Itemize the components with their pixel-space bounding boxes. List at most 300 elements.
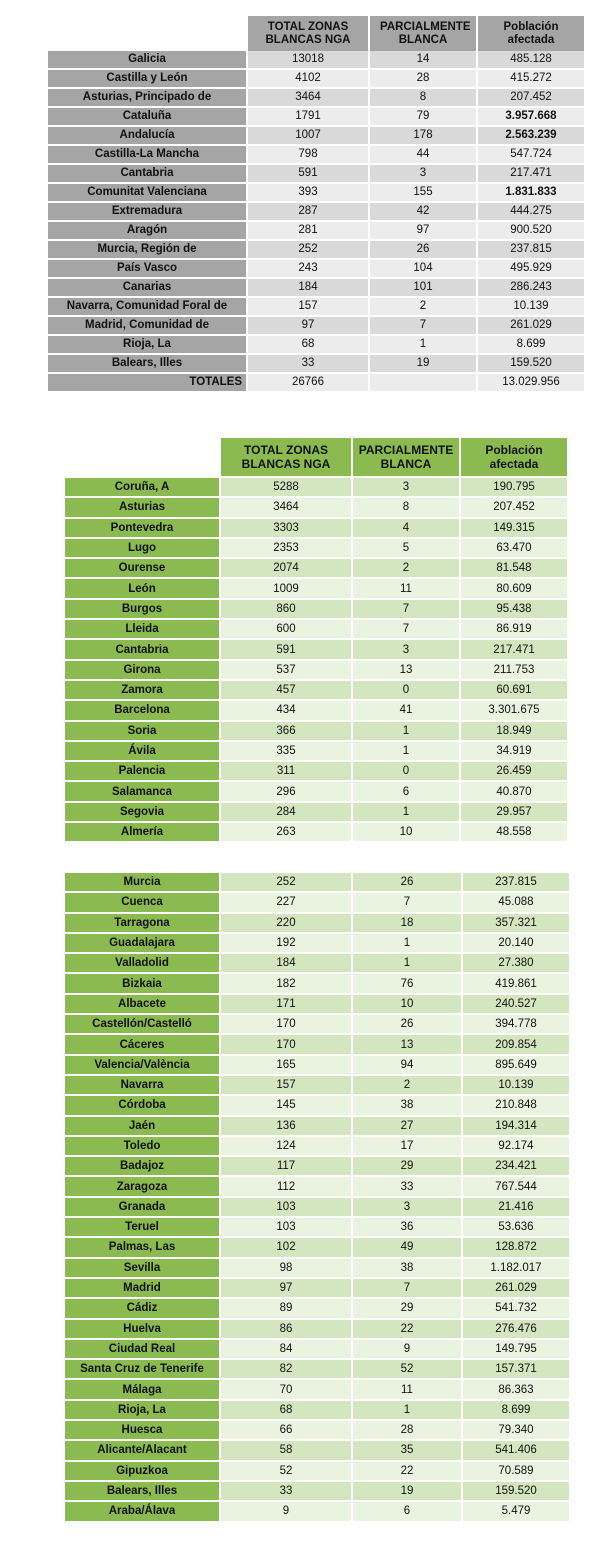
- cell-poblacion: 53.636: [463, 1218, 571, 1238]
- cell-total: 434: [221, 701, 353, 721]
- cell-total: 252: [221, 873, 353, 893]
- row-name: Albacete: [65, 995, 221, 1015]
- table-row: [48, 355, 586, 374]
- cell-total: 4102: [248, 70, 370, 89]
- row-name: Santa Cruz de Tenerife: [65, 1360, 221, 1380]
- cell-total: 157: [248, 298, 370, 317]
- cell-poblacion: 207.452: [478, 89, 586, 108]
- table-row: [65, 782, 569, 802]
- cell-total: 192: [221, 934, 353, 954]
- cell-parcial: 155: [370, 184, 478, 203]
- cell-poblacion: 237.815: [463, 873, 571, 893]
- table-row: [65, 823, 569, 843]
- cell-parcial: 38: [353, 1096, 463, 1116]
- cell-poblacion: 209.854: [463, 1035, 571, 1055]
- cell-total: 3303: [221, 519, 353, 539]
- table-row: [65, 1279, 571, 1299]
- cell-parcial: 41: [353, 701, 461, 721]
- cell-poblacion: 495.929: [478, 260, 586, 279]
- cell-parcial: 94: [353, 1056, 463, 1076]
- row-name: Castilla-La Mancha: [48, 146, 248, 165]
- cell-total: 84: [221, 1340, 353, 1360]
- row-name: Jaén: [65, 1117, 221, 1137]
- cell-parcial: 8: [353, 498, 461, 518]
- row-name: Castellón/Castelló: [65, 1015, 221, 1035]
- row-name: Guadalajara: [65, 934, 221, 954]
- cell-parcial: 2: [370, 298, 478, 317]
- cell-parcial: 7: [353, 600, 461, 620]
- cell-total: 103: [221, 1218, 353, 1238]
- cell-poblacion: 34.919: [461, 742, 569, 762]
- table-row: [65, 742, 569, 762]
- cell-poblacion: 541.406: [463, 1441, 571, 1461]
- cell-parcial: 1: [353, 954, 463, 974]
- table-row: [65, 1320, 571, 1340]
- cell-total: 335: [221, 742, 353, 762]
- cell-poblacion: 80.609: [461, 579, 569, 599]
- cell-total: 33: [221, 1482, 353, 1502]
- row-name: Aragón: [48, 222, 248, 241]
- cell-parcial: 17: [353, 1137, 463, 1157]
- cell-poblacion: 27.380: [463, 954, 571, 974]
- cell-total: 58: [221, 1441, 353, 1461]
- cell-poblacion: 3.301.675: [461, 701, 569, 721]
- cell-parcial: 5: [353, 539, 461, 559]
- cell-total: 82: [221, 1360, 353, 1380]
- row-name: Galicia: [48, 51, 248, 70]
- table-row: [65, 640, 569, 660]
- cell-parcial: 101: [370, 279, 478, 298]
- table-row: [65, 1340, 571, 1360]
- cell-poblacion: 159.520: [478, 355, 586, 374]
- header-parcialmente: PARCIALMENTE BLANCA: [370, 16, 478, 51]
- header-blank: [48, 16, 248, 51]
- table-row: [65, 1441, 571, 1461]
- cell-total: 182: [221, 974, 353, 994]
- cell-poblacion: 261.029: [463, 1279, 571, 1299]
- table-row: [48, 298, 586, 317]
- cell-poblacion: 149.795: [463, 1340, 571, 1360]
- cell-total: 220: [221, 914, 353, 934]
- cell-parcial: 1: [353, 934, 463, 954]
- cell-parcial: 13: [353, 1035, 463, 1055]
- cell-parcial: 6: [353, 782, 461, 802]
- cell-poblacion: 157.371: [463, 1360, 571, 1380]
- cell-total: 70: [221, 1380, 353, 1400]
- table-row: [48, 89, 586, 108]
- table-row: [65, 1360, 571, 1380]
- cell-poblacion: 40.870: [461, 782, 569, 802]
- cell-total: 287: [248, 203, 370, 222]
- row-name: Zamora: [65, 681, 221, 701]
- cell-total: 124: [221, 1137, 353, 1157]
- row-name: Cádiz: [65, 1299, 221, 1319]
- cell-total: 537: [221, 661, 353, 681]
- cell-poblacion: 45.088: [463, 893, 571, 913]
- header-total-zonas: TOTAL ZONAS BLANCAS NGA: [248, 16, 370, 51]
- row-name: Sevilla: [65, 1259, 221, 1279]
- cell-total: 3464: [248, 89, 370, 108]
- cell-parcial: 10: [353, 823, 461, 843]
- cell-total: 86: [221, 1320, 353, 1340]
- cell-poblacion: 128.872: [463, 1238, 571, 1258]
- cell-parcial: 0: [353, 681, 461, 701]
- header-poblacion: Población afectada: [478, 16, 586, 51]
- cell-parcial: 22: [353, 1320, 463, 1340]
- totals-parcial: [370, 374, 478, 393]
- cell-total: 52: [221, 1462, 353, 1482]
- cell-parcial: 3: [353, 1198, 463, 1218]
- table-row: [65, 559, 569, 579]
- cell-parcial: 33: [353, 1177, 463, 1197]
- cell-parcial: 79: [370, 108, 478, 127]
- row-name: Murcia, Región de: [48, 241, 248, 260]
- row-name: Córdoba: [65, 1096, 221, 1116]
- cell-poblacion: 1.831.833: [478, 184, 586, 203]
- cell-total: 170: [221, 1015, 353, 1035]
- row-name: Toledo: [65, 1137, 221, 1157]
- row-name: Soria: [65, 722, 221, 742]
- table-comunidades: [48, 16, 586, 393]
- table-row: [65, 478, 569, 498]
- cell-total: 68: [221, 1401, 353, 1421]
- table-row: [48, 184, 586, 203]
- totals-poblacion: 13.029.956: [478, 374, 586, 393]
- cell-poblacion: 60.691: [461, 681, 569, 701]
- cell-total: 860: [221, 600, 353, 620]
- cell-parcial: 11: [353, 579, 461, 599]
- cell-poblacion: 8.699: [478, 336, 586, 355]
- cell-poblacion: 63.470: [461, 539, 569, 559]
- table-row: [48, 108, 586, 127]
- cell-poblacion: 767.544: [463, 1177, 571, 1197]
- table-row: [65, 722, 569, 742]
- cell-poblacion: 217.471: [461, 640, 569, 660]
- totals-row: [48, 374, 586, 393]
- cell-parcial: 26: [370, 241, 478, 260]
- cell-total: 2353: [221, 539, 353, 559]
- cell-total: 296: [221, 782, 353, 802]
- row-name: Tarragona: [65, 914, 221, 934]
- row-name: Cantabria: [48, 165, 248, 184]
- cell-parcial: 2: [353, 559, 461, 579]
- row-name: Teruel: [65, 1218, 221, 1238]
- cell-poblacion: 541.732: [463, 1299, 571, 1319]
- cell-parcial: 8: [370, 89, 478, 108]
- cell-poblacion: 2.563.239: [478, 127, 586, 146]
- cell-parcial: 1: [353, 722, 461, 742]
- row-name: Andalucía: [48, 127, 248, 146]
- header-total-zonas: TOTAL ZONAS BLANCAS NGA: [221, 438, 353, 478]
- table-row: [65, 762, 569, 782]
- cell-poblacion: 415.272: [478, 70, 586, 89]
- cell-poblacion: 444.275: [478, 203, 586, 222]
- cell-total: 591: [248, 165, 370, 184]
- header-blank: [65, 438, 221, 478]
- row-name: Cáceres: [65, 1035, 221, 1055]
- cell-parcial: 6: [353, 1502, 463, 1522]
- header-parcialmente: PARCIALMENTE BLANCA: [353, 438, 461, 478]
- cell-parcial: 3: [353, 478, 461, 498]
- row-name: Cataluña: [48, 108, 248, 127]
- cell-parcial: 44: [370, 146, 478, 165]
- row-name: Girona: [65, 661, 221, 681]
- cell-poblacion: 194.314: [463, 1117, 571, 1137]
- row-name: Málaga: [65, 1380, 221, 1400]
- cell-parcial: 11: [353, 1380, 463, 1400]
- cell-parcial: 28: [353, 1421, 463, 1441]
- cell-total: 68: [248, 336, 370, 355]
- table-row: [65, 661, 569, 681]
- table-header-row: [48, 16, 586, 51]
- cell-total: 798: [248, 146, 370, 165]
- table-row: [65, 1198, 571, 1218]
- cell-poblacion: 547.724: [478, 146, 586, 165]
- table-row: [48, 336, 586, 355]
- cell-poblacion: 21.416: [463, 1198, 571, 1218]
- cell-poblacion: 159.520: [463, 1482, 571, 1502]
- cell-total: 393: [248, 184, 370, 203]
- cell-parcial: 3: [353, 640, 461, 660]
- row-name: País Vasco: [48, 260, 248, 279]
- table-row: [48, 222, 586, 241]
- cell-total: 89: [221, 1299, 353, 1319]
- row-name: Ávila: [65, 742, 221, 762]
- cell-parcial: 26: [353, 1015, 463, 1035]
- table-row: [65, 1137, 571, 1157]
- cell-parcial: 27: [353, 1117, 463, 1137]
- cell-parcial: 4: [353, 519, 461, 539]
- table-row: [65, 1238, 571, 1258]
- table-row: [65, 1421, 571, 1441]
- table-row: [48, 165, 586, 184]
- totals-total: 26766: [248, 374, 370, 393]
- row-name: Ourense: [65, 559, 221, 579]
- table-row: [65, 1076, 571, 1096]
- cell-poblacion: 394.778: [463, 1015, 571, 1035]
- cell-poblacion: 240.527: [463, 995, 571, 1015]
- table-row: [65, 681, 569, 701]
- table-row: [48, 241, 586, 260]
- cell-parcial: 13: [353, 661, 461, 681]
- row-name: Rioja, La: [65, 1401, 221, 1421]
- row-name: Huesca: [65, 1421, 221, 1441]
- cell-poblacion: 261.029: [478, 317, 586, 336]
- cell-parcial: 7: [370, 317, 478, 336]
- cell-poblacion: 485.128: [478, 51, 586, 70]
- table-row: [65, 914, 571, 934]
- cell-poblacion: 237.815: [478, 241, 586, 260]
- cell-poblacion: 8.699: [463, 1401, 571, 1421]
- table-row: [65, 1502, 571, 1522]
- cell-poblacion: 18.949: [461, 722, 569, 742]
- cell-poblacion: 3.957.668: [478, 108, 586, 127]
- row-name: León: [65, 579, 221, 599]
- row-name: Rioja, La: [48, 336, 248, 355]
- row-name: Almería: [65, 823, 221, 843]
- cell-poblacion: 234.421: [463, 1157, 571, 1177]
- cell-parcial: 1: [353, 742, 461, 762]
- cell-parcial: 29: [353, 1299, 463, 1319]
- cell-poblacion: 1.182.017: [463, 1259, 571, 1279]
- cell-parcial: 3: [370, 165, 478, 184]
- cell-total: 5288: [221, 478, 353, 498]
- cell-total: 170: [221, 1035, 353, 1055]
- table-row: [65, 1380, 571, 1400]
- cell-parcial: 10: [353, 995, 463, 1015]
- cell-parcial: 19: [370, 355, 478, 374]
- row-name: Canarias: [48, 279, 248, 298]
- row-name: Balears, Illes: [65, 1482, 221, 1502]
- cell-parcial: 49: [353, 1238, 463, 1258]
- row-name: Pontevedra: [65, 519, 221, 539]
- cell-parcial: 29: [353, 1157, 463, 1177]
- cell-total: 145: [221, 1096, 353, 1116]
- row-name: Gipuzkoa: [65, 1462, 221, 1482]
- cell-total: 184: [248, 279, 370, 298]
- table-row: [65, 974, 571, 994]
- table-row: [65, 1401, 571, 1421]
- cell-total: 184: [221, 954, 353, 974]
- row-name: Madrid: [65, 1279, 221, 1299]
- cell-poblacion: 210.848: [463, 1096, 571, 1116]
- row-name: Ciudad Real: [65, 1340, 221, 1360]
- cell-poblacion: 276.476: [463, 1320, 571, 1340]
- cell-parcial: 19: [353, 1482, 463, 1502]
- cell-total: 263: [221, 823, 353, 843]
- table-provincias-2: [65, 873, 571, 1523]
- cell-parcial: 1: [353, 1401, 463, 1421]
- cell-poblacion: 900.520: [478, 222, 586, 241]
- cell-total: 136: [221, 1117, 353, 1137]
- cell-parcial: 2: [353, 1076, 463, 1096]
- table-row: [65, 1015, 571, 1035]
- cell-total: 284: [221, 803, 353, 823]
- row-name: Bizkaia: [65, 974, 221, 994]
- cell-total: 591: [221, 640, 353, 660]
- cell-parcial: 9: [353, 1340, 463, 1360]
- row-name: Barcelona: [65, 701, 221, 721]
- cell-total: 117: [221, 1157, 353, 1177]
- cell-parcial: 1: [353, 803, 461, 823]
- cell-poblacion: 357.321: [463, 914, 571, 934]
- table-row: [65, 1035, 571, 1055]
- table-row: [65, 600, 569, 620]
- table-row: [65, 579, 569, 599]
- cell-poblacion: 95.438: [461, 600, 569, 620]
- cell-total: 165: [221, 1056, 353, 1076]
- table-row: [48, 146, 586, 165]
- row-name: Araba/Álava: [65, 1502, 221, 1522]
- cell-total: 227: [221, 893, 353, 913]
- cell-poblacion: 79.340: [463, 1421, 571, 1441]
- row-name: Lugo: [65, 539, 221, 559]
- row-name: Salamanca: [65, 782, 221, 802]
- cell-poblacion: 211.753: [461, 661, 569, 681]
- cell-poblacion: 26.459: [461, 762, 569, 782]
- row-name: Lleida: [65, 620, 221, 640]
- cell-parcial: 7: [353, 620, 461, 640]
- cell-parcial: 104: [370, 260, 478, 279]
- table-provincias-1: [65, 438, 569, 843]
- cell-total: 66: [221, 1421, 353, 1441]
- row-name: Palencia: [65, 762, 221, 782]
- cell-poblacion: 217.471: [478, 165, 586, 184]
- row-name: Comunitat Valenciana: [48, 184, 248, 203]
- table-row: [65, 539, 569, 559]
- table-row: [65, 1056, 571, 1076]
- table-row: [65, 1177, 571, 1197]
- cell-parcial: 36: [353, 1218, 463, 1238]
- cell-parcial: 14: [370, 51, 478, 70]
- cell-total: 102: [221, 1238, 353, 1258]
- table-row: [65, 519, 569, 539]
- cell-poblacion: 5.479: [463, 1502, 571, 1522]
- cell-total: 3464: [221, 498, 353, 518]
- cell-poblacion: 419.861: [463, 974, 571, 994]
- cell-parcial: 178: [370, 127, 478, 146]
- cell-poblacion: 81.548: [461, 559, 569, 579]
- cell-parcial: 38: [353, 1259, 463, 1279]
- row-name: Asturias, Principado de: [48, 89, 248, 108]
- cell-parcial: 18: [353, 914, 463, 934]
- table-row: [48, 279, 586, 298]
- cell-poblacion: 70.589: [463, 1462, 571, 1482]
- table-row: [48, 70, 586, 89]
- row-name: Balears, Illes: [48, 355, 248, 374]
- table-row: [65, 954, 571, 974]
- cell-poblacion: 10.139: [478, 298, 586, 317]
- table-row: [65, 893, 571, 913]
- table-row: [65, 1117, 571, 1137]
- cell-total: 252: [248, 241, 370, 260]
- row-name: Alicante/Alacant: [65, 1441, 221, 1461]
- cell-poblacion: 86.919: [461, 620, 569, 640]
- table-row: [48, 203, 586, 222]
- cell-total: 600: [221, 620, 353, 640]
- cell-parcial: 76: [353, 974, 463, 994]
- cell-total: 33: [248, 355, 370, 374]
- cell-poblacion: 895.649: [463, 1056, 571, 1076]
- cell-parcial: 7: [353, 1279, 463, 1299]
- cell-poblacion: 10.139: [463, 1076, 571, 1096]
- cell-parcial: 97: [370, 222, 478, 241]
- cell-poblacion: 207.452: [461, 498, 569, 518]
- table-row: [65, 1259, 571, 1279]
- table-row: [48, 127, 586, 146]
- table-row: [65, 934, 571, 954]
- table-row: [65, 498, 569, 518]
- row-name: Coruña, A: [65, 478, 221, 498]
- cell-parcial: 1: [370, 336, 478, 355]
- cell-poblacion: 20.140: [463, 934, 571, 954]
- table-row: [65, 995, 571, 1015]
- totals-label: TOTALES: [48, 374, 248, 393]
- row-name: Burgos: [65, 600, 221, 620]
- row-name: Extremadura: [48, 203, 248, 222]
- cell-total: 97: [221, 1279, 353, 1299]
- cell-total: 171: [221, 995, 353, 1015]
- cell-total: 243: [248, 260, 370, 279]
- row-name: Murcia: [65, 873, 221, 893]
- cell-parcial: 52: [353, 1360, 463, 1380]
- row-name: Cuenca: [65, 893, 221, 913]
- cell-total: 98: [221, 1259, 353, 1279]
- cell-poblacion: 92.174: [463, 1137, 571, 1157]
- table-row: [65, 620, 569, 640]
- cell-parcial: 35: [353, 1441, 463, 1461]
- table-row: [48, 260, 586, 279]
